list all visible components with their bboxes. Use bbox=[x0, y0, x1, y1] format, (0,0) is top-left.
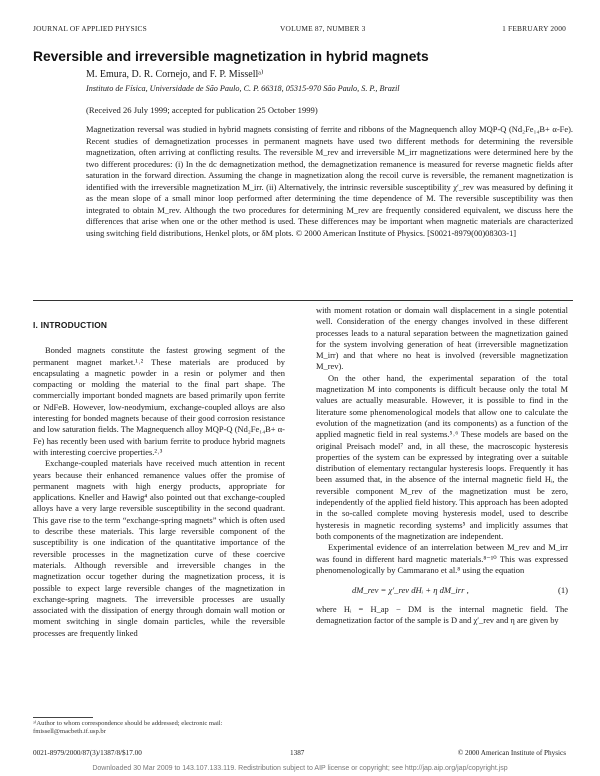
paragraph: Bonded magnets constitute the fastest growing segment of the permanent magnet market.¹˒² These materials are produced by encapsulating a magnetic powder in a resin or polymer and then compacting or molding the material to the final part shape. The commercially important bonded magnets are based primarily upon ferrite or NdFeB. However, low-neodymium, exchange-coupled alloys are also interesting for bonded magnets because of their good corrosion resistance and low saturation fields. The Magnequench alloy MQP-Q (Nd₂Fe₁₄B+ α-Fe) has recently been used with barium ferrite to produce hybrid magnets with interesting coercive properties.²˒³ bbox=[33, 345, 285, 457]
paragraph: Experimental evidence of an interrelation between M_rev and M_irr was found in different hard magnetic materials.⁸⁻¹⁰ This was expressed phenomenologically by Cammarano et al.⁸ using the equation bbox=[316, 542, 568, 575]
download-notice: Downloaded 30 Mar 2009 to 143.107.133.119. Redistribution subject to AIP license or copyright; see http://jap.aip.org/jap/copyright.jsp bbox=[92, 765, 508, 772]
article-title: Reversible and irreversible magnetization in hybrid magnets bbox=[33, 49, 429, 64]
doi-code: 0021-8979/2000/87(3)/1387/8/$17.00 bbox=[33, 749, 142, 757]
left-column bbox=[33, 320, 285, 639]
equation-text: dM_rev = χ′_rev dHᵢ + η dM_irr , bbox=[352, 585, 469, 596]
footnote: ᵃ⁾Author to whom correspondence should be addressed; electronic mail: fmissell@macbeth.if.usp.br bbox=[33, 720, 223, 736]
copyright: © 2000 American Institute of Physics bbox=[457, 749, 566, 757]
paragraph: with moment rotation or domain wall displacement in a single potential well. Consideration of the energy changes involved in these different processes leads to a natural separation between the magnetization gained for the system involving generation of heat (irreversible magnetization M_irr) and that where no heat is involved (reversible magnetization M_rev). bbox=[316, 305, 568, 372]
right-column bbox=[316, 305, 568, 627]
affiliation: Instituto de Física, Universidade de São Paulo, C. P. 66318, 05315-970 São Paulo, S. P., Brazil bbox=[86, 84, 400, 93]
paragraph: Exchange-coupled materials have received much attention in recent years because their enhanced remanence values offer the promise of permanent magnets with high energy products, appropriate for applications. Kneller and Hawig⁴ also pointed out that exchange-coupled alloys have a very large reversible susceptibility in the second quadrant. This gave rise to the term “exchange-spring magnets” which is often used to describe these materials. This large reversible component of the susceptibility is one indication of the quantitative importance of the reversible processes in the magnetization curve of these coercive materials. Although reversible and irreversible changes in the magnetization occur together during the magnetization process, it is possible to expect large reversible changes of the magnetization in exchange-spring magnets. The irreversible processes are usually associated with the dissipation of energy through domain wall motion or moment switching in single domain particles, while the reversible processes are frequently linked bbox=[33, 458, 285, 638]
equation-number: (1) bbox=[557, 585, 568, 596]
paragraph: On the other hand, the experimental separation of the total magnetization M into components is difficult because only the total M values are actually measurable. However, it is possible to find in the literature some phenomenological models that allow one to calculate the evolution of the magnetization (and its components) as a function of the applied magnetic field in real systems.⁵˒⁶ These models are based on the original Preisach model⁷ and, in all these, the macroscopic hysteresis properties of the system can be expressed by integrating over a suitable distribution of elementary rectangular hysteresis loops. Frequently it has been assumed that, in the absence of the internal magnetic field Hᵢ, the reversible component M_rev of the magnetization must be zero, independently of the applied field history. This approach has been adopted in the so-called complete moving hysteresis model, used to describe hysteresis in magnetic recording systems⁵ and implicitly assumes that both components of the magnetization are independent. bbox=[316, 372, 568, 541]
section-heading-introduction: I. INTRODUCTION bbox=[33, 320, 108, 330]
issue-date: 1 FEBRUARY 2000 bbox=[502, 24, 566, 33]
equation-1 bbox=[316, 583, 568, 599]
volume-number: VOLUME 87, NUMBER 3 bbox=[280, 24, 366, 33]
received-dates: (Received 26 July 1999; accepted for publication 25 October 1999) bbox=[86, 105, 318, 115]
page-number: 1387 bbox=[290, 749, 305, 757]
footnote-rule bbox=[33, 717, 93, 718]
abstract-rule bbox=[33, 300, 573, 301]
abstract: Magnetization reversal was studied in hybrid magnets consisting of ferrite and ribbons of the Magnequench alloy MQP-Q (Nd₂Fe₁₄B+ α-Fe). Recent studies of demagnetization processes in permanent magnets have used two different methods for determining the reversible magnetization, often arriving at conflicting results. The reversible M_rev and irreversible M_irr magnetizations were determined here by the two different procedures: (i) In the dc demagnetization method, the demagnetization remanence is measured for reverse magnetic fields after saturation in the forward direction. Assuming the change in magnetization along the recoil curve is reversible, the remanent magnetization is identified with the irreversible magnetization M_irr. (ii) Alternatively, the intrinsic reversible susceptibility χ′_rev was measured by defining it as the mean slope of a small minor loop performed after determining the time dependence of M. The reversible susceptibility was then integrated to obtain M_rev. Although the two procedures for determining M_rev are frequently considered equivalent, we discuss here the differences that arise when one or the other method is used. These differences may be important when magnetic materials are characterized using switching field distributions, Henkel plots, or δM plots. © 2000 American Institute of Physics. [S0021-8979(00)08303-1] bbox=[86, 124, 573, 238]
author-list: M. Emura, D. R. Cornejo, and F. P. Missellᵃ⁾ bbox=[86, 69, 264, 80]
journal-name: JOURNAL OF APPLIED PHYSICS bbox=[33, 24, 147, 33]
paragraph: where Hᵢ = H_ap − DM is the internal magnetic field. The demagnetization factor of the sample is D and χ′_rev and η are given by bbox=[316, 604, 568, 626]
